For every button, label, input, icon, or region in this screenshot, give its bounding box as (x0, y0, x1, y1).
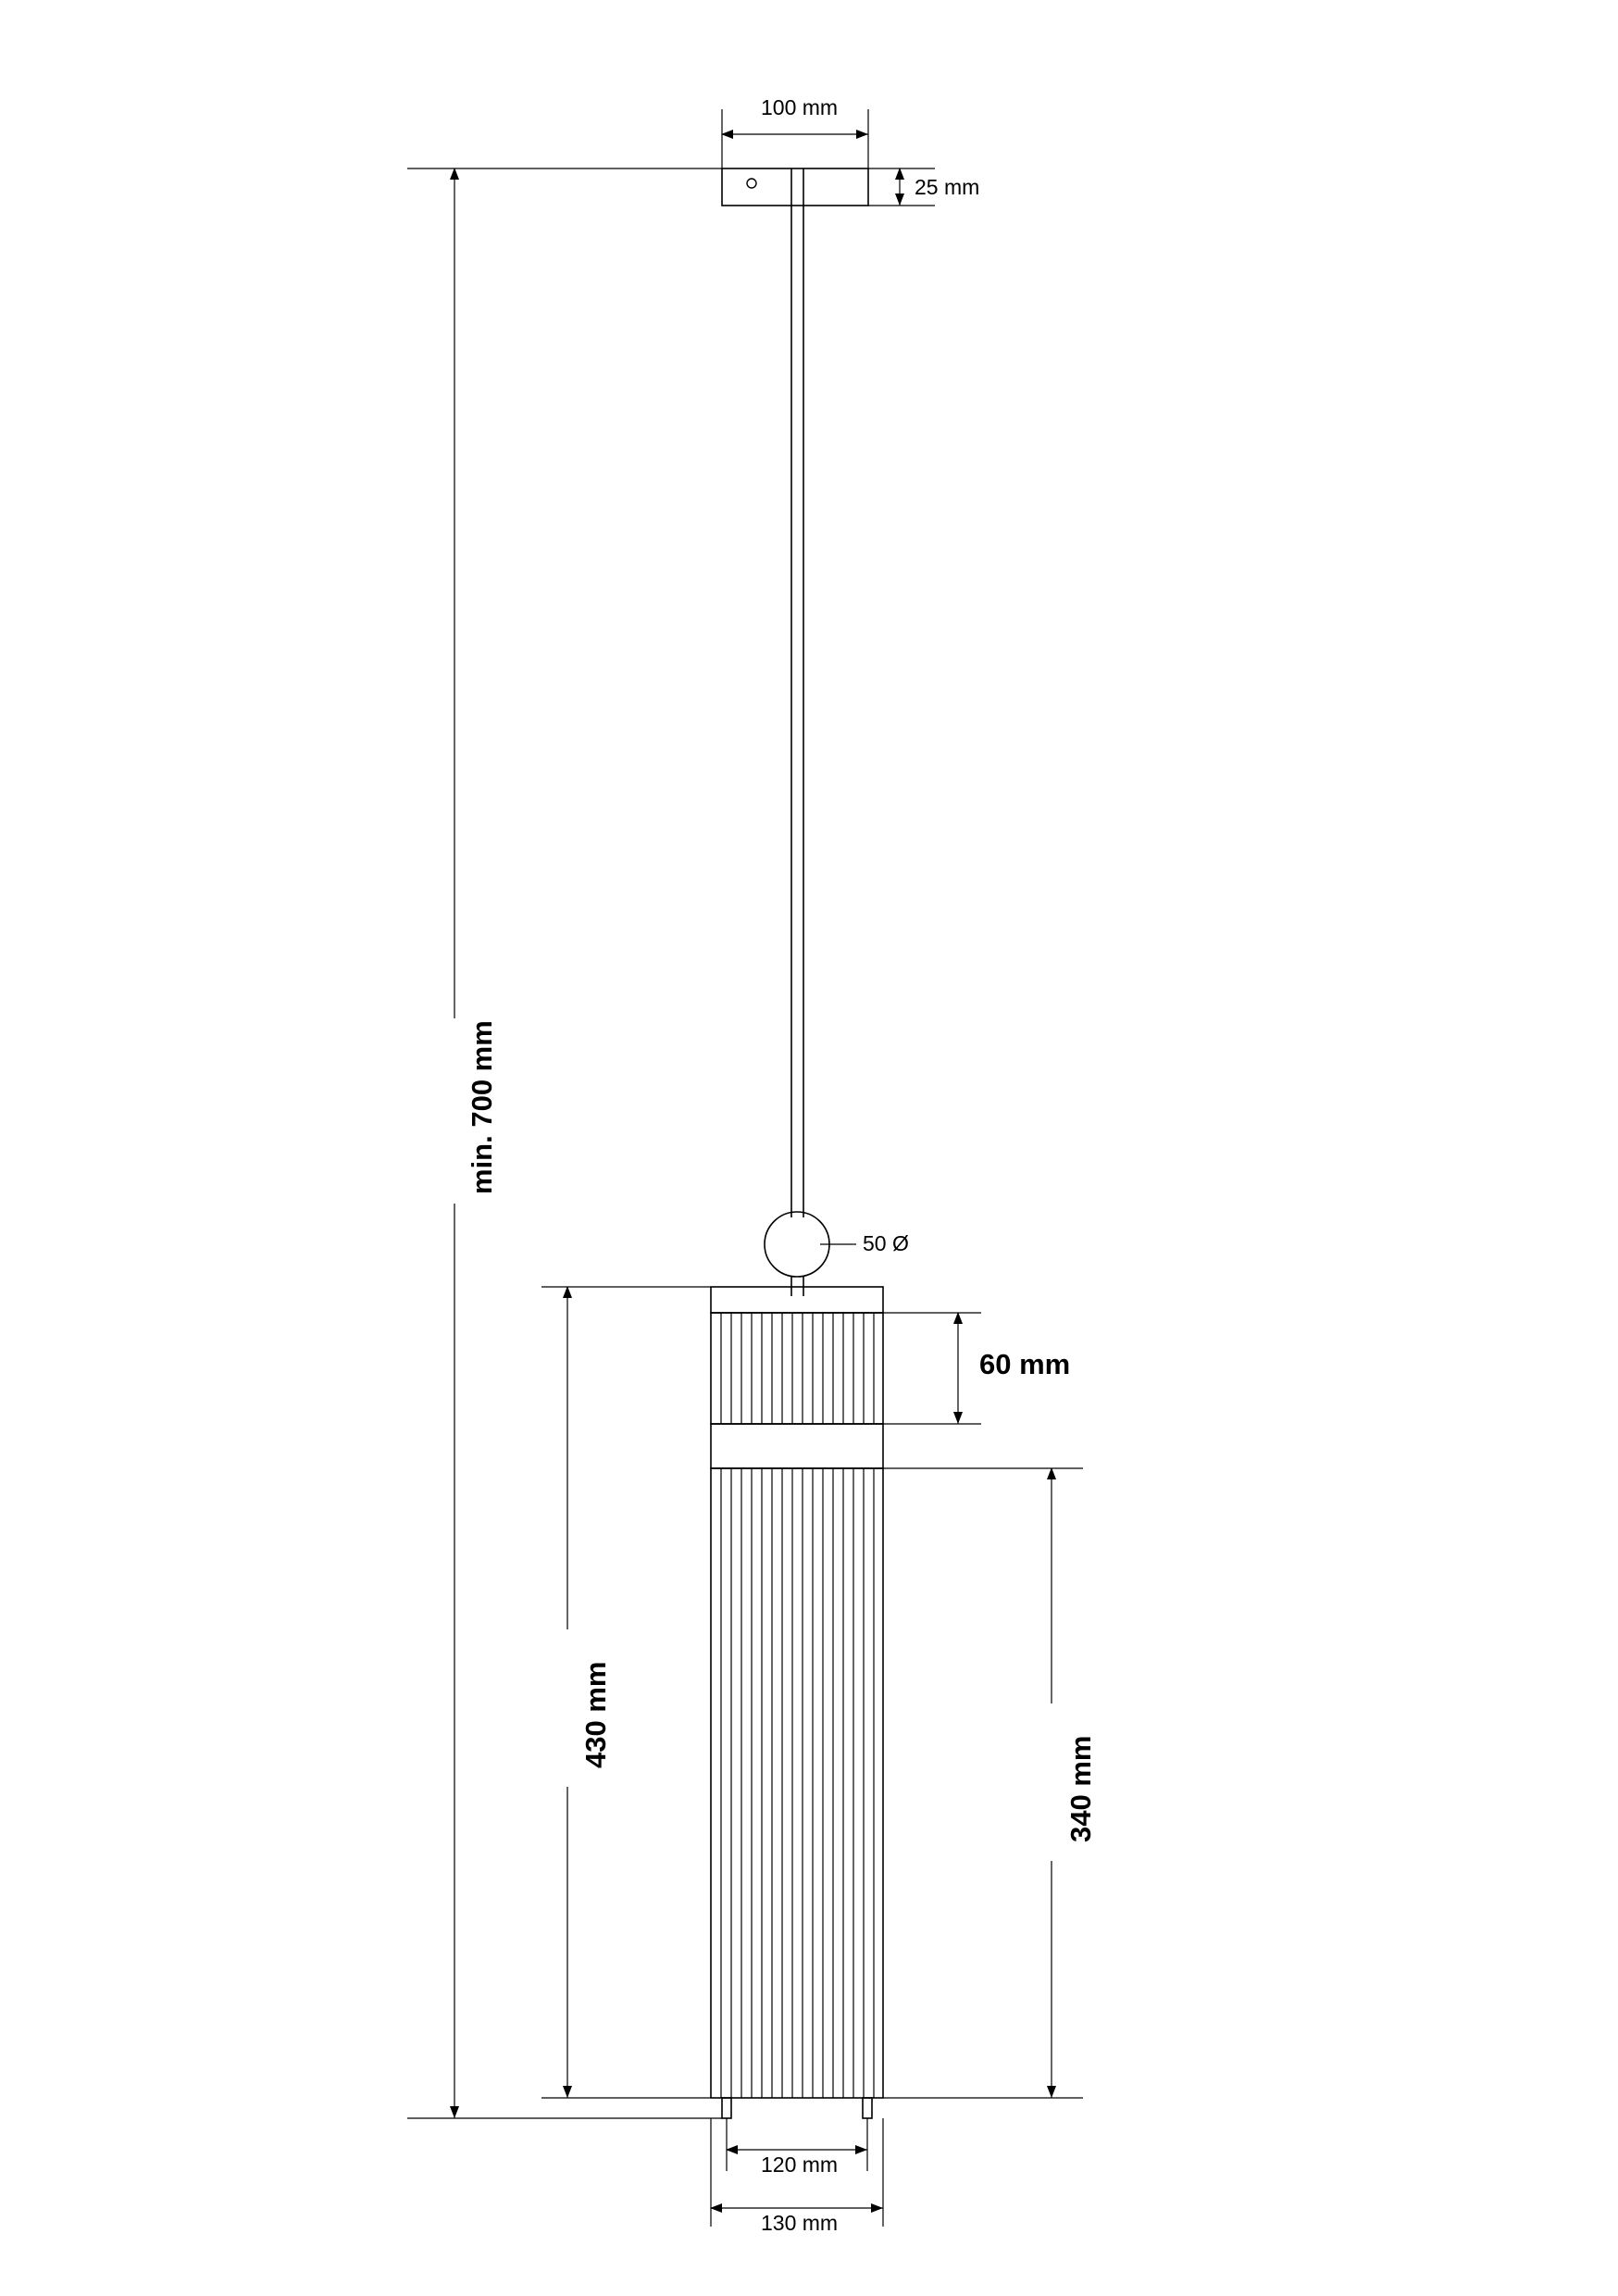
label-shade-height: 430 mm (579, 1661, 612, 1768)
cable-ball (765, 1212, 829, 1277)
canopy-screw (747, 179, 756, 188)
shade-upper-slats (721, 1313, 874, 1424)
label-outer-width: 130 mm (761, 2211, 839, 2235)
label-canopy-width: 100 mm (761, 95, 839, 119)
shade-mid-band (711, 1424, 883, 1468)
label-lower-section: 340 mm (1064, 1735, 1097, 1842)
canopy-body (722, 168, 868, 206)
shade-lower-slats (721, 1468, 874, 2098)
label-inner-width: 120 mm (761, 2152, 839, 2177)
shade-lower-section (711, 1468, 883, 2098)
label-canopy-height: 25 mm (915, 175, 980, 199)
label-suspension-min: min. 700 mm (466, 1020, 498, 1194)
product-outline (711, 168, 883, 2118)
label-upper-section: 60 mm (979, 1348, 1071, 1380)
shade-foot-right (863, 2098, 872, 2118)
label-ball-diameter: 50 Ø (863, 1231, 909, 1255)
dimension-lines (407, 109, 1083, 2227)
shade-foot-left (722, 2098, 731, 2118)
shade-top-cap (711, 1287, 883, 1313)
shade-upper-section (711, 1313, 883, 1424)
